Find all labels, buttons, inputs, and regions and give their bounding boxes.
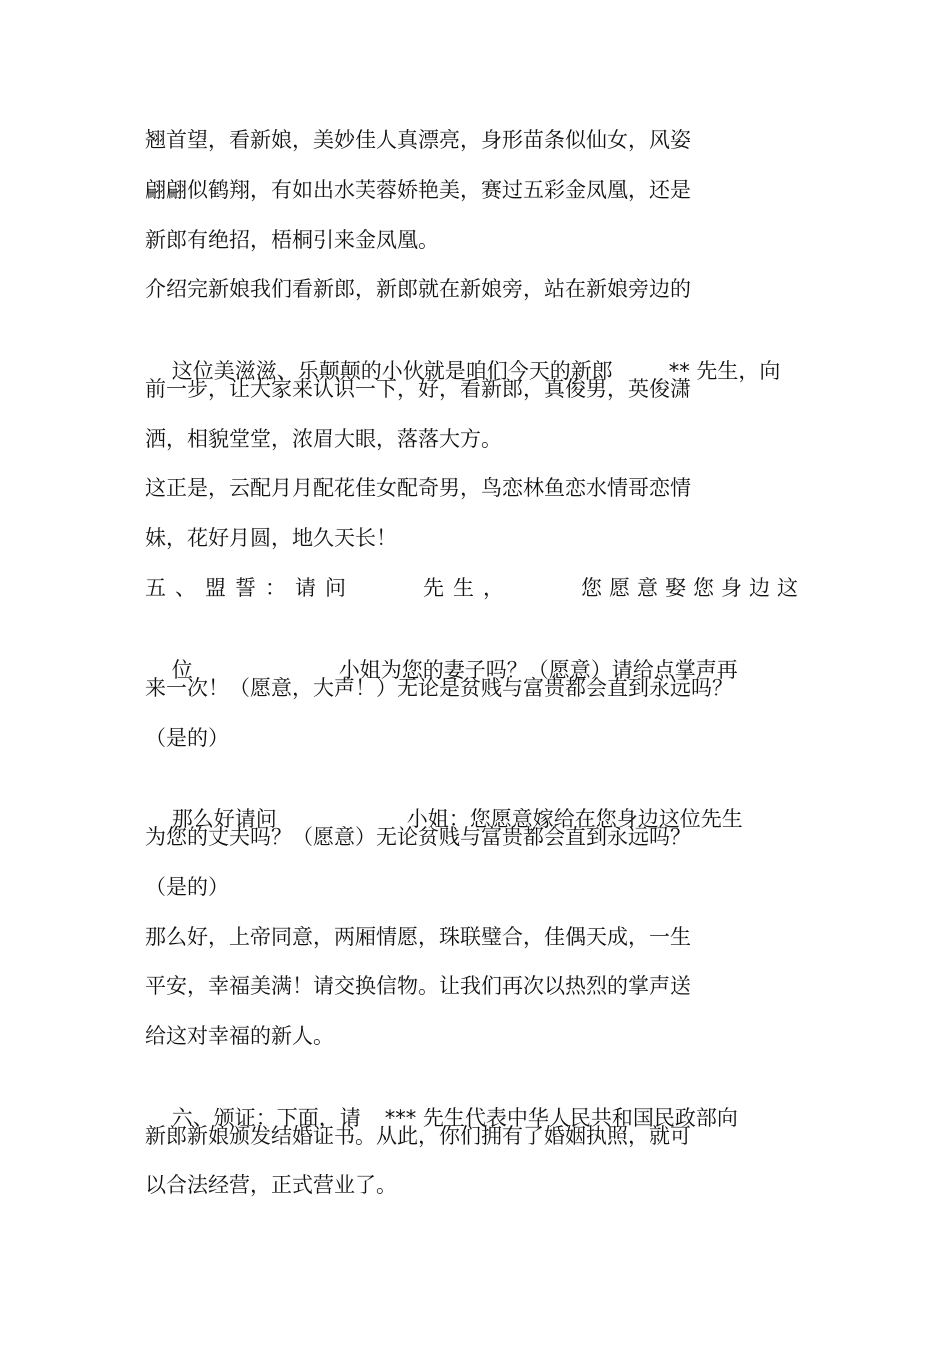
text-line (145, 622, 738, 682)
text-line: 来一次！（愿意，大声！）无论是贫贱与富贵都会直到永远吗？ (145, 676, 733, 700)
text-line (145, 1070, 738, 1130)
text-line (145, 771, 743, 831)
oath-heading-line (145, 572, 805, 604)
text-fragment: 小姐：您愿意嫁给在您身边这位先生 (406, 807, 743, 831)
text-line: 洒，相貌堂堂，浓眉大眼，落落大方。 (145, 427, 502, 451)
text-fragment: 先生， (423, 576, 513, 600)
text-fragment: 位 (171, 658, 193, 682)
text-fragment: 六、颁证：下面，请 (171, 1106, 361, 1130)
text-line: 为您的丈夫吗？（愿意）无论贫贱与富贵都会直到永远吗？ (145, 825, 691, 849)
text-fragment: *** 先生代表中华人民共和国民政部向 (384, 1106, 738, 1130)
text-line: （是的） (145, 726, 229, 750)
text-line: 前一步，让大家来认识一下，好，看新郎，真俊男，英俊潇 (145, 377, 691, 401)
text-line (145, 323, 781, 383)
text-line: 翘首望，看新娘，美妙佳人真漂亮，身形苗条似仙女，风姿 (145, 128, 691, 152)
text-line: 给这对幸福的新人。 (145, 1024, 334, 1048)
text-line: 这正是，云配月月配花佳女配奇男，鸟恋林鱼恋水情哥恋情 (145, 476, 691, 500)
text-line: 新郎有绝招，梧桐引来金凤凰。 (145, 228, 439, 252)
text-line: 以合法经营，正式营业了。 (145, 1173, 397, 1197)
text-fragment: 这位美滋滋、乐颠颠的小伙就是咱们今天的新郎 (171, 359, 613, 383)
text-line: 介绍完新娘我们看新郎，新郎就在新娘旁，站在新娘旁边的 (145, 277, 691, 301)
text-line: （是的） (145, 875, 229, 899)
text-line: 新郎新娘颁发结婚证书。从此，你们拥有了婚姻执照，就可 (145, 1124, 691, 1148)
text-line: 那么好，上帝同意，两厢情愿，珠联璧合，佳偶天成，一生 (145, 925, 691, 949)
text-line: 妹，花好月圆，地久天长！ (145, 526, 397, 550)
text-fragment: ** 先生，向 (668, 359, 781, 383)
text-line: 翩翩似鹤翔，有如出水芙蓉娇艳美，赛过五彩金凤凰，还是 (145, 178, 691, 202)
text-fragment: 小姐为您的妻子吗？（愿意）请给点掌声再 (338, 658, 738, 682)
text-fragment: 您愿意娶您身边这 (581, 576, 805, 600)
text-fragment: 五、盟誓：请问 (145, 576, 355, 600)
text-fragment: 那么好请问 (171, 807, 277, 831)
text-line: 平安，幸福美满！请交换信物。让我们再次以热烈的掌声送 (145, 974, 691, 998)
